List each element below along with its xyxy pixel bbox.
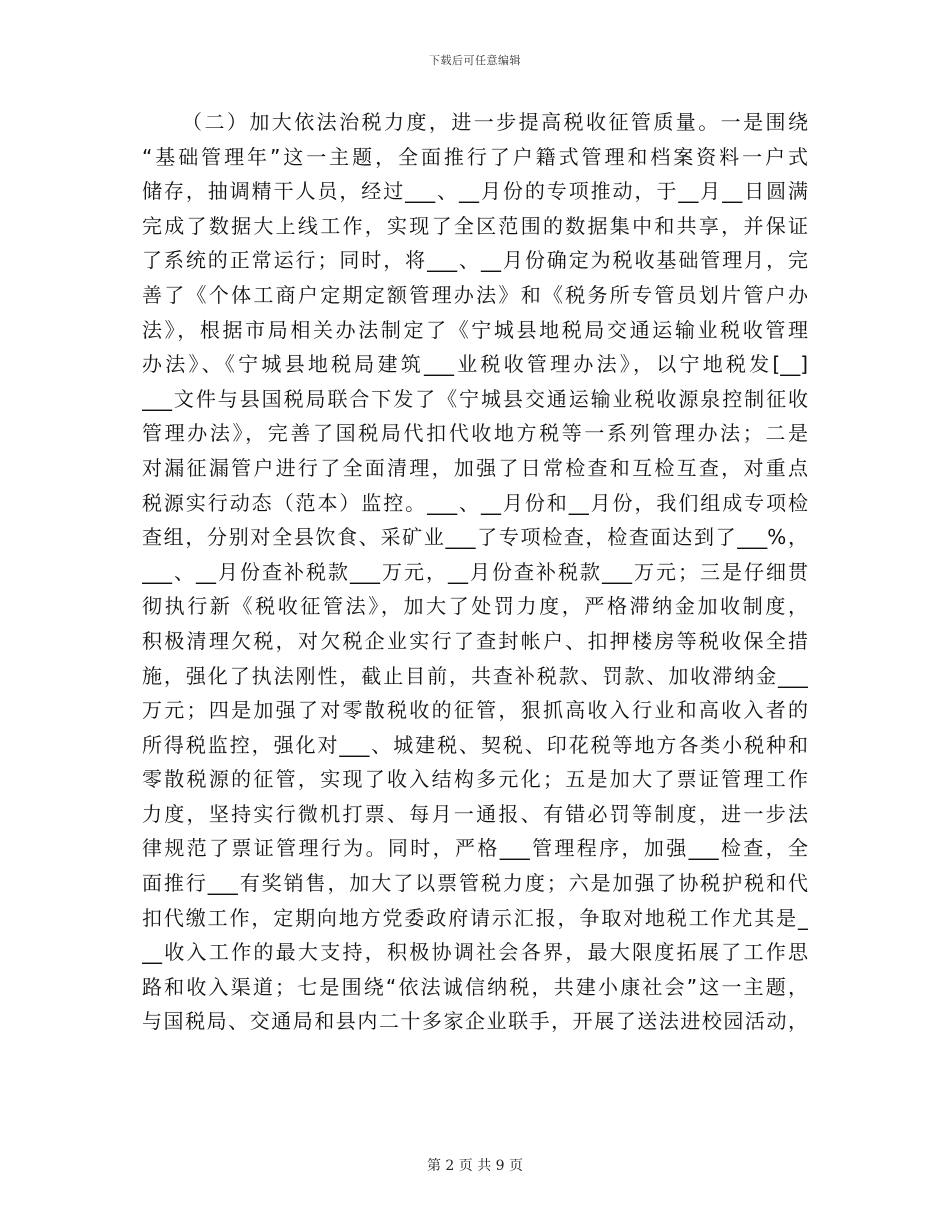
text-line: 法》，根据市局相关办法制定了《宁城县地税局交通运输业税收管理 (142, 317, 808, 342)
text-line: 税源实行动态（范本）监控。___、__月份和__月份，我们组成专项检 (142, 490, 808, 515)
text-line: 所得税监控，强化对___、城建税、契税、印花税等地方各类小税种和 (142, 732, 808, 757)
text-line: 查组，分别对全县饮食、采矿业___了专项检查，检查面达到了___%， (142, 525, 808, 550)
text-line: 管理办法》，完善了国税局代扣代收地方税等一系列管理办法；二是 (142, 421, 808, 446)
text-line: 办法》、《宁城县地税局建筑___业税收管理办法》，以宁地税发[__] (142, 352, 808, 377)
text-line: 彻执行新《税收征管法》，加大了处罚力度，严格滞纳金加收制度， (142, 594, 808, 619)
text-line: 完成了数据大上线工作，实现了全区范围的数据集中和共享，并保证 (142, 213, 808, 238)
text-line: 路和收入渠道；七是围绕“依法诚信纳税，共建小康社会”这一主题， (142, 974, 808, 999)
text-line: 了系统的正常运行；同时，将___、__月份确定为税收基础管理月，完 (142, 248, 808, 273)
text-line: 万元；四是加强了对零散税收的征管，狠抓高收入行业和高收入者的 (142, 698, 808, 723)
text-line: 与国税局、交通局和县内二十多家企业联手，开展了送法进校园活动， (142, 1009, 808, 1034)
text-line: 律规范了票证管理行为。同时，严格___管理程序，加强___检查，全 (142, 836, 808, 861)
text-line: “基础管理年”这一主题，全面推行了户籍式管理和档案资料一户式 (142, 144, 808, 169)
text-line: __收入工作的最大支持，积极协调社会各界，最大限度拓展了工作思 (142, 940, 808, 965)
body-paragraph (142, 105, 808, 1039)
text-line: 善了《个体工商户定期定额管理办法》和《税务所专管员划片管户办 (142, 282, 808, 307)
text-line: ___、__月份查补税款___万元，__月份查补税款___万元；三是仔细贯 (142, 559, 808, 584)
page-header-note: 下载后可任意编辑 (429, 54, 521, 67)
text-line: 扣代缴工作，定期向地方党委政府请示汇报，争取对地税工作尤其是_ (142, 905, 808, 930)
text-line: 面推行___有奖销售，加大了以票管税力度；六是加强了协税护税和代 (142, 871, 808, 896)
text-line: 对漏征漏管户进行了全面清理，加强了日常检查和互检互查，对重点 (142, 455, 808, 480)
text-line: 储存，抽调精干人员，经过___、__月份的专项推动，于__月__日圆满 (142, 179, 808, 204)
text-line: 力度，坚持实行微机打票、每月一通报、有错必罚等制度，进一步法 (142, 801, 808, 826)
text-line: （二）加大依法治税力度，进一步提高税收征管质量。一是围绕 (182, 110, 808, 134)
text-line: ___文件与县国税局联合下发了《宁城县交通运输业税收源泉控制征收 (142, 386, 808, 411)
page-number-footer: 第 2 页 共 9 页 (426, 1158, 524, 1174)
text-line: 零散税源的征管，实现了收入结构多元化；五是加大了票证管理工作 (142, 767, 808, 792)
text-line: 积极清理欠税，对欠税企业实行了查封帐户、扣押楼房等税收保全措 (142, 628, 808, 653)
text-line: 施，强化了执法刚性，截止目前，共查补税款、罚款、加收滞纳金___ (142, 663, 808, 688)
